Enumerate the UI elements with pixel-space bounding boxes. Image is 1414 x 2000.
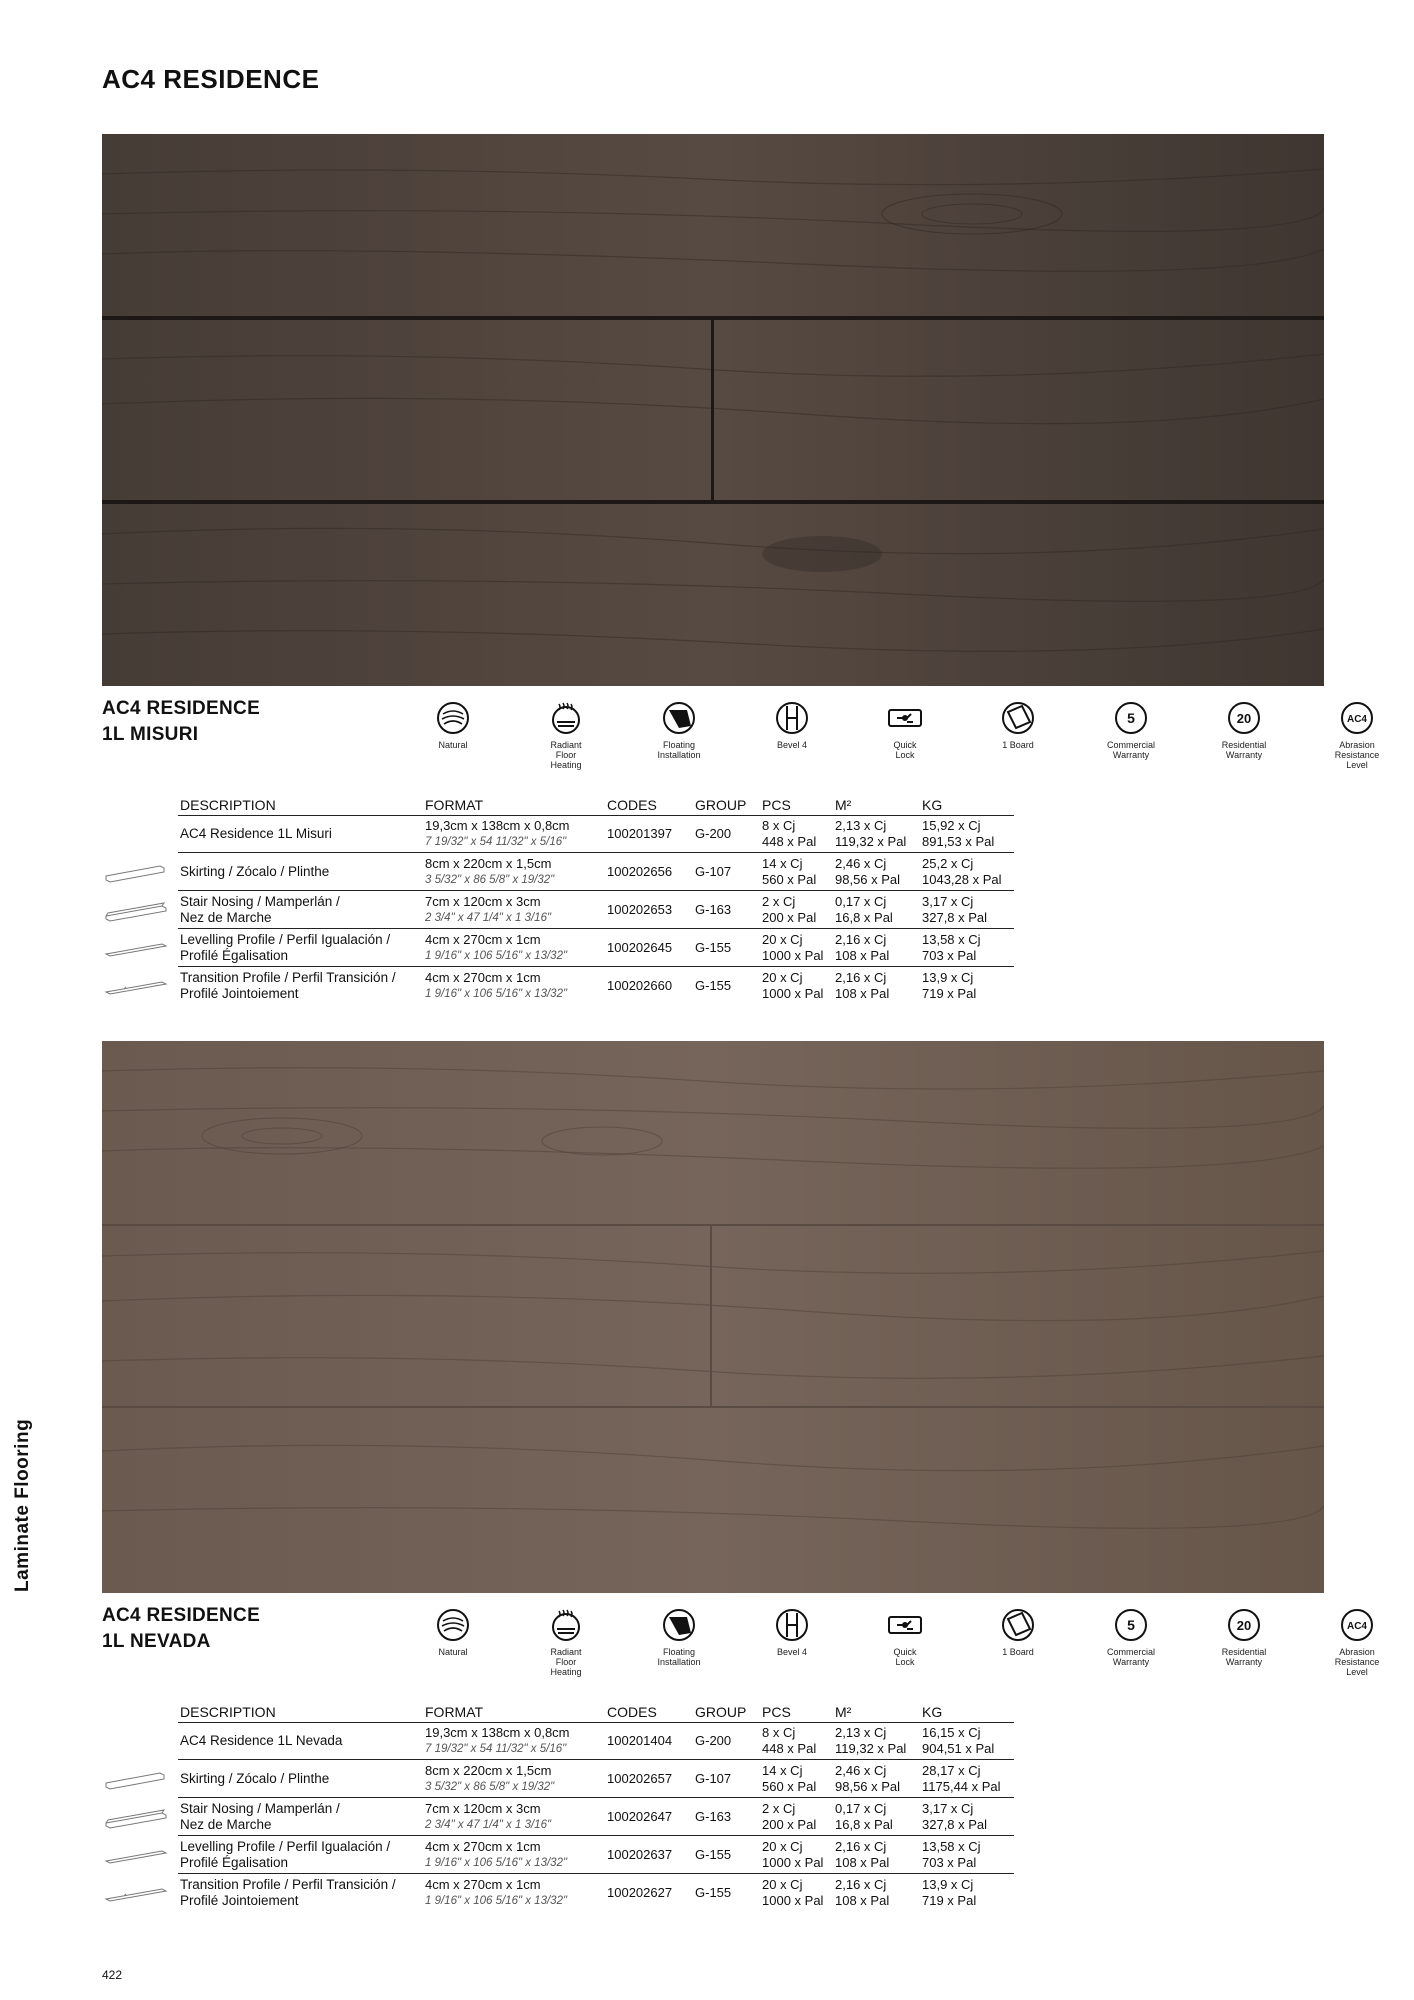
quick-lock-icon (887, 700, 923, 736)
radiant-floor-heating-icon (548, 1607, 584, 1643)
commercial-warranty-icon (1113, 700, 1149, 736)
levelling-profile-icon (104, 1845, 168, 1867)
one-board-feature: 1 Board (963, 1607, 1073, 1657)
natural-icon (435, 1607, 471, 1643)
natural-feature: Natural (398, 1607, 508, 1657)
product-name: AC4 RESIDENCE 1L MISURI (102, 698, 261, 745)
floating-installation-icon (661, 700, 697, 736)
residential-warranty-badge: 20 (1236, 711, 1252, 726)
bevel-4-icon (774, 1607, 810, 1643)
transition-profile-icon (104, 1883, 168, 1905)
skirting-profile-icon (104, 862, 168, 884)
table-header-row: DESCRIPTION FORMAT CODES GROUP PCS M² KG (178, 1703, 1014, 1723)
levelling-profile-icon (104, 938, 168, 960)
table-row: Skirting / Zócalo / Plinthe 8cm x 220cm x 1,5cm 3 5/32" x 86 5/8" x 19/32" 100202656 G-107 14 x Cj 560 x Pal 2,46 x Cj 98,56 x Pal 25,2 x Cj 1043,28 x Pal (178, 853, 1014, 891)
section-side-label: Laminate Flooring (12, 1418, 33, 1592)
product-name: AC4 RESIDENCE 1L NEVADA (102, 1605, 261, 1652)
commercial-warranty-icon (1113, 1607, 1149, 1643)
stair-nosing-profile-icon (104, 900, 168, 922)
transition-profile-icon (104, 976, 168, 998)
floating-installation-feature: Floating Installation (624, 700, 734, 760)
skirting-profile-icon (104, 1769, 168, 1791)
product-photo-nevada (102, 1041, 1324, 1593)
spec-table-nevada (178, 1703, 1014, 1912)
bevel-4-feature: Bevel 4 (737, 1607, 847, 1657)
feature-icons (398, 1607, 1380, 1687)
table-header-row: DESCRIPTION FORMAT CODES GROUP PCS M² KG (178, 796, 1014, 816)
table-row: Skirting / Zócalo / Plinthe 8cm x 220cm x 1,5cm 3 5/32" x 86 5/8" x 19/32" 100202657 G-107 14 x Cj 560 x Pal 2,46 x Cj 98,56 x Pal 28,17 x Cj 1175,44 x Pal (178, 1760, 1014, 1798)
one-board-feature: 1 Board (963, 700, 1073, 750)
table-row: Stair Nosing / Mamperlán / Nez de Marche 7cm x 120cm x 3cm 2 3/4" x 47 1/4" x 1 3/16" 100202653 G-163 2 x Cj 200 x Pal 0,17 x Cj 16,8 x Pal 3,17 x Cj 327,8 x Pal (178, 891, 1014, 929)
feature-icons (398, 700, 1380, 780)
residential-warranty-icon (1226, 1607, 1262, 1643)
abrasion-resistance-icon (1339, 1607, 1375, 1643)
table-row: AC4 Residence 1L Misuri 19,3cm x 138cm x 0,8cm 7 19/32" x 54 11/32" x 5/16" 100201397 G-200 8 x Cj 448 x Pal 2,13 x Cj 119,32 x Pal 15,92 x Cj 891,53 x Pal (178, 816, 1014, 853)
product-photo-misuri (102, 134, 1324, 686)
table-row: Transition Profile / Perfil Transición / Profilé Jointoiement 4cm x 270cm x 1cm 1 9/16" x 106 5/16" x 13/32" 100202627 G-155 20 x Cj 1000 x Pal 2,16 x Cj 108 x Pal 13,9 x Cj 719 x Pal (180, 1876, 977, 1908)
table-row: Levelling Profile / Perfil Igualación / Profilé Égalisation 4cm x 270cm x 1cm 1 9/16" x 106 5/16" x 13/32" 100202645 G-155 20 x Cj 1000 x Pal 2,16 x Cj 108 x Pal 13,58 x Cj 703 x Pal (178, 929, 1014, 967)
bevel-4-icon (774, 700, 810, 736)
commercial-warranty-feature: 5 Commercial Warranty (1076, 1607, 1186, 1667)
one-board-icon (1000, 700, 1036, 736)
abrasion-resistance-feature: AC4 Abrasion Resistance Level (1302, 700, 1412, 770)
floating-installation-icon (661, 1607, 697, 1643)
table-row: AC4 Residence 1L Nevada 19,3cm x 138cm x 0,8cm 7 19/32" x 54 11/32" x 5/16" 100201404 G-200 8 x Cj 448 x Pal 2,13 x Cj 119,32 x Pal 16,15 x Cj 904,51 x Pal (178, 1723, 1014, 1760)
residential-warranty-feature: 20 Residential Warranty (1189, 1607, 1299, 1667)
commercial-warranty-badge: 5 (1127, 1617, 1135, 1633)
quick-lock-feature: Quick Lock (850, 1607, 960, 1667)
commercial-warranty-feature: 5 Commercial Warranty (1076, 700, 1186, 760)
table-row: Transition Profile / Perfil Transición / Profilé Jointoiement 4cm x 270cm x 1cm 1 9/16" x 106 5/16" x 13/32" 100202660 G-155 20 x Cj 1000 x Pal 2,16 x Cj 108 x Pal 13,9 x Cj 719 x Pal (180, 969, 977, 1001)
natural-feature: Natural (398, 700, 508, 750)
radiant-floor-heating-feature: Radiant Floor Heating (511, 1607, 621, 1677)
quick-lock-feature: Quick Lock (850, 700, 960, 760)
abrasion-resistance-feature: AC4 Abrasion Resistance Level (1302, 1607, 1412, 1677)
page-number: 422 (102, 1968, 123, 1982)
residential-warranty-icon (1226, 700, 1262, 736)
residential-warranty-feature: 20 Residential Warranty (1189, 700, 1299, 760)
bevel-4-feature: Bevel 4 (737, 700, 847, 750)
spec-table-misuri (178, 796, 1014, 1005)
commercial-warranty-badge: 5 (1127, 710, 1135, 726)
page-title: AC4 RESIDENCE (102, 64, 320, 94)
abrasion-resistance-badge: AC4 (1346, 1621, 1368, 1632)
stair-nosing-profile-icon (104, 1807, 168, 1829)
residential-warranty-badge: 20 (1236, 1618, 1252, 1633)
radiant-floor-heating-icon (548, 700, 584, 736)
table-row: Stair Nosing / Mamperlán / Nez de Marche 7cm x 120cm x 3cm 2 3/4" x 47 1/4" x 1 3/16" 100202647 G-163 2 x Cj 200 x Pal 0,17 x Cj 16,8 x Pal 3,17 x Cj 327,8 x Pal (178, 1798, 1014, 1836)
table-row: Levelling Profile / Perfil Igualación / Profilé Égalisation 4cm x 270cm x 1cm 1 9/16" x 106 5/16" x 13/32" 100202637 G-155 20 x Cj 1000 x Pal 2,16 x Cj 108 x Pal 13,58 x Cj 703 x Pal (178, 1836, 1014, 1874)
abrasion-resistance-badge: AC4 (1346, 714, 1368, 725)
natural-icon (435, 700, 471, 736)
quick-lock-icon (887, 1607, 923, 1643)
radiant-floor-heating-feature: Radiant Floor Heating (511, 700, 621, 770)
abrasion-resistance-icon (1339, 700, 1375, 736)
one-board-icon (1000, 1607, 1036, 1643)
floating-installation-feature: Floating Installation (624, 1607, 734, 1667)
